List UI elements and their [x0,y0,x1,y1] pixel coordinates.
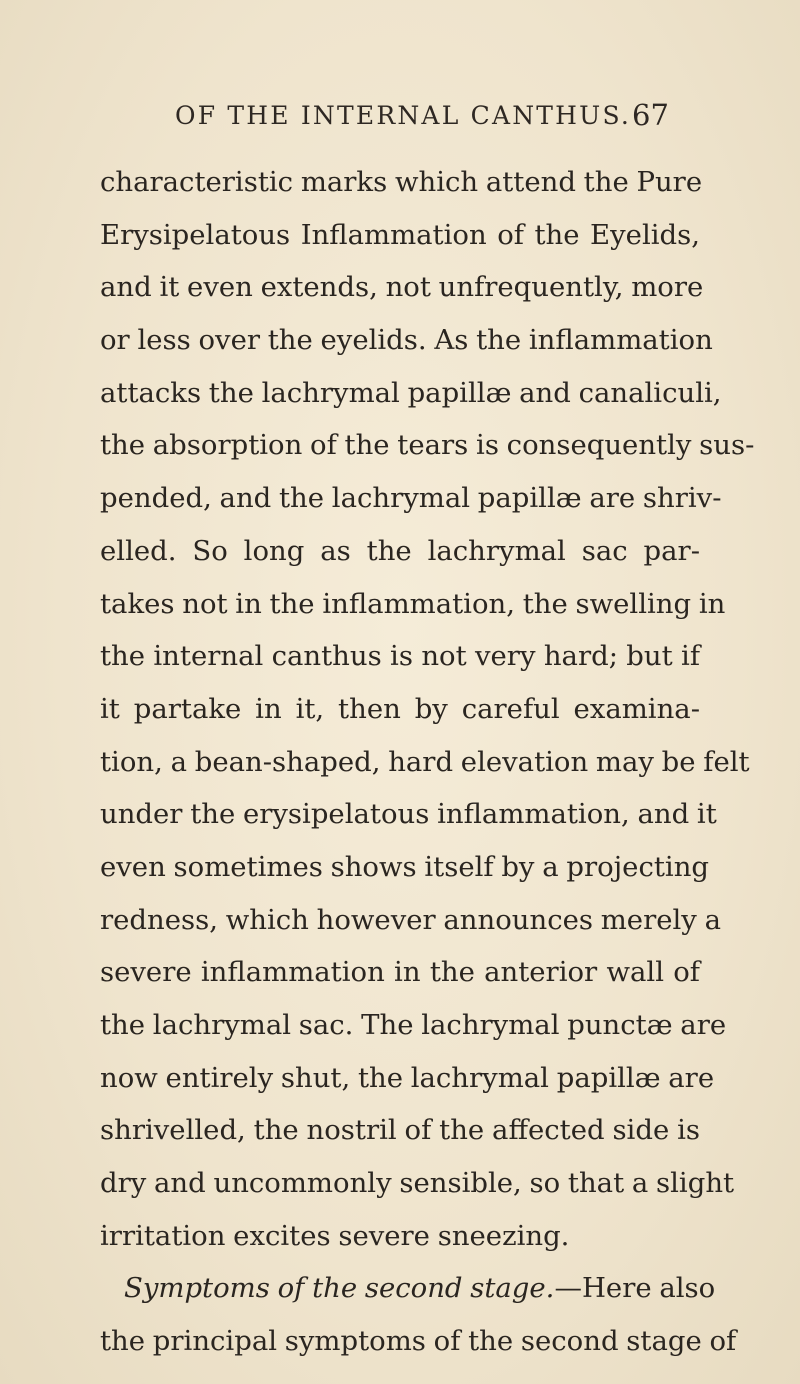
text-line: severe inflammation in the anterior wall of [100,956,700,989]
section-line-rest: —Here also [554,1272,716,1305]
text-line: even sometimes shows itself by a projecting [100,850,710,883]
text-line: Erysipelatous Inflammation of the Eyelids, [100,218,700,251]
text-line: it partake in it, then by careful examina- [100,692,700,725]
text-line: elled. So long as the lachrymal sac par- [100,534,700,567]
text-line: dry and uncommonly sensible, so that a slight [100,1167,735,1200]
running-head: OF THE INTERNAL CANTHUS. [175,101,632,130]
text-line: characteristic marks which attend the Pure [100,166,703,198]
text-line: and it even extends, not unfrequently, more [100,271,704,304]
section-heading: Symptoms of the second stage. [124,1272,555,1305]
section-line [100,1266,716,1319]
text-line: or less over the eyelids. As the inflammation [100,324,713,357]
text-line: now entirely shut, the lachrymal papillæ are [100,1061,715,1094]
page-number: 67 [632,98,669,132]
text-line: the lachrymal sac. The lachrymal punctæ are [100,1009,727,1041]
text-line: under the erysipelatous inflammation, and it [100,798,717,831]
text-line: the internal canthus is not very hard; but if [100,640,700,673]
text-line: tion, a bean-shaped, hard elevation may be felt [100,745,750,778]
text-line: shrivelled, the nostril of the affected side is [100,1114,700,1147]
text-line: redness, which however announces merely a [100,903,721,936]
text-line: pended, and the lachrymal papillæ are shriv- [100,482,722,515]
text-line: irritation excites severe sneezing. [100,1219,570,1252]
text-line: takes not in the inflammation, the swelling in [100,587,726,620]
text-line: the principal symptoms of the second stage of [100,1325,737,1358]
text-line: attacks the lachrymal papillæ and canaliculi, [100,376,722,409]
text-line: the absorption of the tears is consequently sus- [100,429,755,462]
body-text [100,160,755,1372]
